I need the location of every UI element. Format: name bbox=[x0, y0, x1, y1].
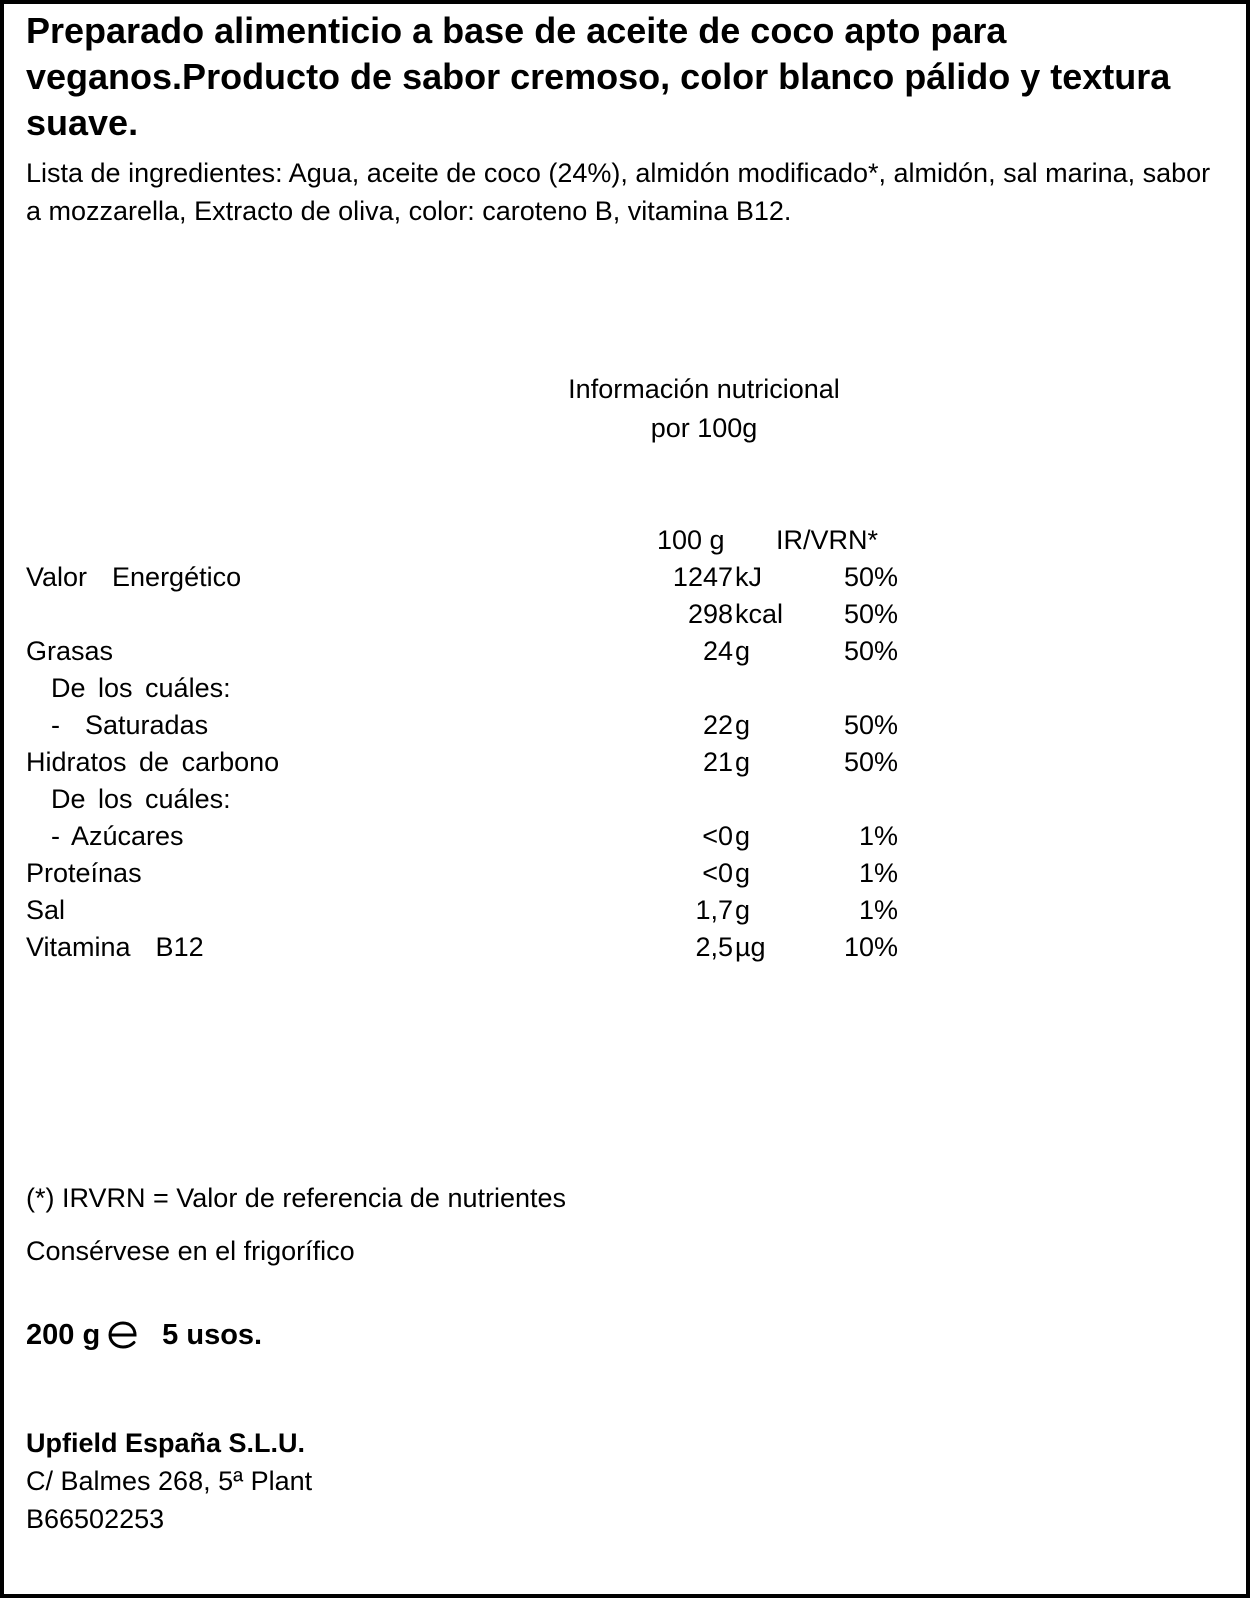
nutrient-value: 24 bbox=[702, 636, 733, 666]
nutrient-name: - Azúcares bbox=[26, 821, 184, 851]
nutrient-unit: g bbox=[735, 821, 751, 851]
nutrition-row-energy-kj bbox=[26, 559, 1226, 596]
nutrition-row-vitamin-b12 bbox=[26, 929, 1226, 966]
nutrient-unit: g bbox=[735, 710, 751, 740]
nutrition-row-salt bbox=[26, 892, 1226, 929]
reference-footnote: (*) IRVRN = Valor de referencia de nutrientes bbox=[26, 1183, 567, 1213]
nutrient-name: Proteínas bbox=[26, 858, 142, 888]
nutrition-row-energy-kcal bbox=[26, 596, 1226, 633]
column-header-reference: IR/VRN* bbox=[776, 525, 879, 555]
company-block bbox=[26, 1424, 312, 1538]
nutrient-percent: 50% bbox=[843, 636, 898, 666]
nutrient-value: 298 bbox=[687, 599, 733, 629]
uses-count: 5 usos. bbox=[162, 1319, 263, 1351]
nutrition-heading-line2: por 100g bbox=[650, 413, 758, 443]
nutrient-name: Valor Energético bbox=[26, 562, 242, 592]
nutrient-percent: 50% bbox=[843, 599, 898, 629]
nutrient-unit: kcal bbox=[735, 599, 784, 629]
nutrient-unit: kJ bbox=[735, 562, 762, 592]
nutrient-unit: g bbox=[735, 895, 751, 925]
storage-instruction: Consérvese en el frigorífico bbox=[26, 1236, 355, 1266]
net-weight: 200 g bbox=[26, 1319, 101, 1351]
nutrient-name: Grasas bbox=[26, 636, 114, 666]
nutrient-value: <0 bbox=[702, 858, 733, 888]
nutrition-row-carbohydrates bbox=[26, 744, 1226, 781]
nutrient-name: - Saturadas bbox=[26, 710, 209, 740]
company-name: Upfield España S.L.U. bbox=[26, 1428, 306, 1458]
nutrition-row-carb-subheading bbox=[26, 781, 1226, 818]
nutrient-value: 1,7 bbox=[695, 895, 733, 925]
estimated-sign-icon bbox=[106, 1320, 140, 1350]
ingredients-list: Lista de ingredientes: Agua, aceite de coco (24%), almidón modificado*, almidón, sal marina, sabor a mozzarella, Extracto de oliva, color: caroteno B, vitamina B12. bbox=[26, 158, 1211, 226]
column-header-amount: 100 g bbox=[657, 525, 725, 555]
nutrition-row-fat-subheading bbox=[26, 670, 1226, 707]
nutrient-percent: 50% bbox=[843, 562, 898, 592]
nutrient-percent: 1% bbox=[858, 858, 898, 888]
nutrition-heading bbox=[444, 370, 964, 448]
company-tax-id: B66502253 bbox=[26, 1504, 165, 1534]
product-title: Preparado alimenticio a base de aceite de coco apto para veganos.Producto de sabor cremoso, color blanco pálido y textura suave. bbox=[26, 10, 1171, 143]
company-address: C/ Balmes 268, 5ª Plant bbox=[26, 1466, 313, 1496]
nutrient-name: Sal bbox=[26, 895, 66, 925]
nutrient-percent: 50% bbox=[843, 747, 898, 777]
nutrient-name: De los cuáles: bbox=[26, 673, 231, 703]
nutrient-percent: 50% bbox=[843, 710, 898, 740]
nutrition-row-protein bbox=[26, 855, 1226, 892]
nutrient-value: 21 bbox=[702, 747, 733, 777]
nutrient-value: 1247 bbox=[672, 562, 733, 592]
nutrition-heading-line1: Información nutricional bbox=[568, 374, 840, 404]
nutrition-row-sugars bbox=[26, 818, 1226, 855]
nutrient-percent: 1% bbox=[858, 895, 898, 925]
nutrient-percent: 1% bbox=[858, 821, 898, 851]
package-weight bbox=[26, 1317, 262, 1353]
nutrient-unit: µg bbox=[735, 932, 766, 962]
nutrient-unit: g bbox=[735, 747, 751, 777]
nutrient-percent: 10% bbox=[843, 932, 898, 962]
nutrient-name: Vitamina B12 bbox=[26, 932, 204, 962]
nutrient-value: 2,5 bbox=[695, 932, 733, 962]
nutrient-name: Hidratos de carbono bbox=[26, 747, 280, 777]
nutrient-unit: g bbox=[735, 858, 751, 888]
nutrient-name: De los cuáles: bbox=[26, 784, 231, 814]
nutrient-value: <0 bbox=[702, 821, 733, 851]
nutrient-unit: g bbox=[735, 636, 751, 666]
nutrition-row-saturated bbox=[26, 707, 1226, 744]
nutrient-value: 22 bbox=[702, 710, 733, 740]
nutrition-row-fat bbox=[26, 633, 1226, 670]
